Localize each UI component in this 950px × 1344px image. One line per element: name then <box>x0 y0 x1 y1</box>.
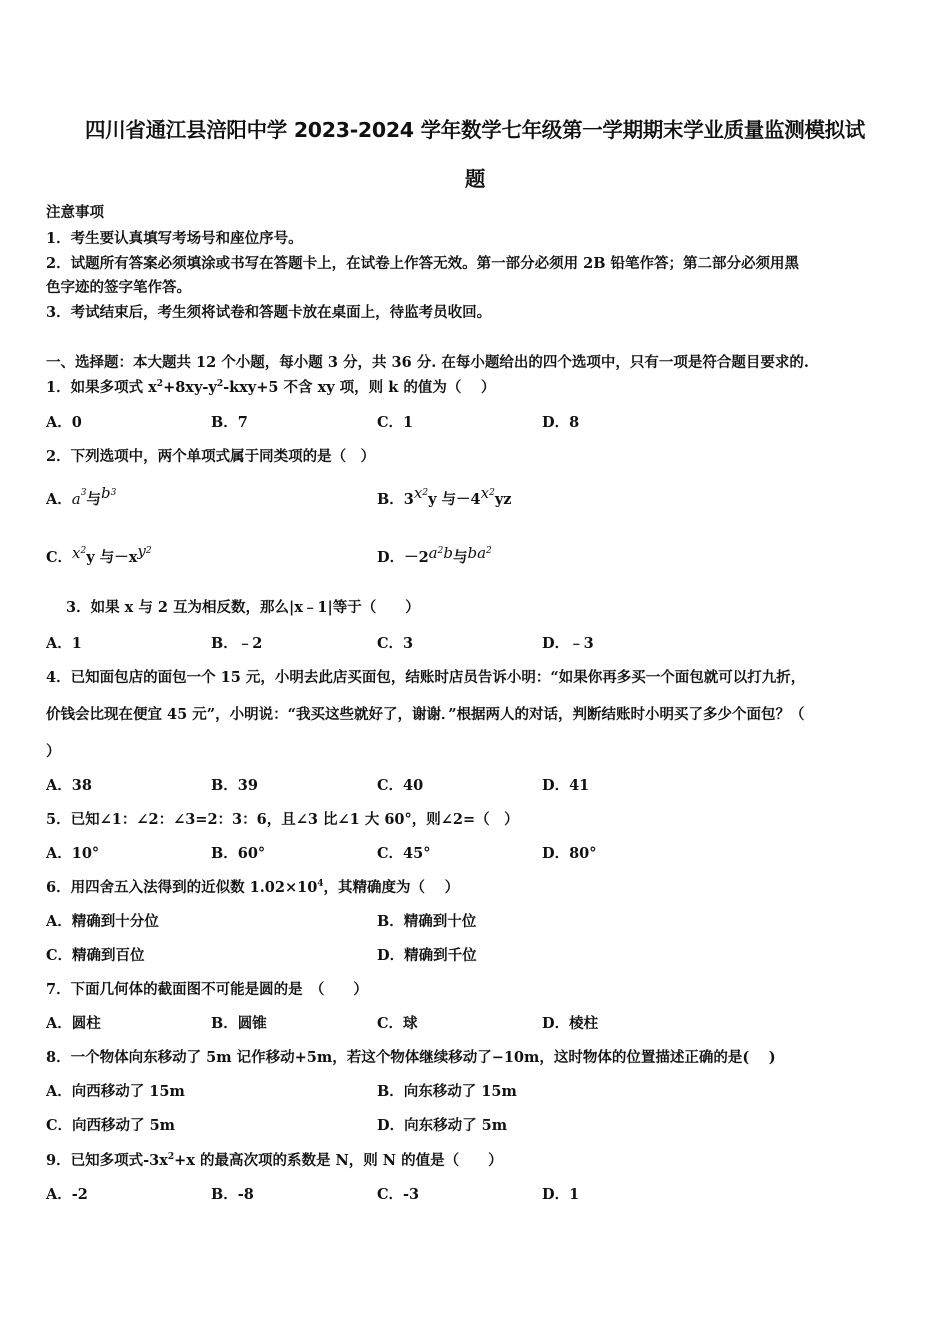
q4-option-a: A．38 <box>46 777 92 794</box>
q8-option-c: C．向西移动了 5m <box>46 1117 176 1134</box>
notice-item-3: 3．考试结束后，考生须将试卷和答题卡放在桌面上，待监考员收回。 <box>46 304 492 321</box>
q6-option-a: A．精确到十分位 <box>46 913 159 930</box>
q2-option-b: B．$3x^2y$ 与$-4x^2yz$ <box>377 484 512 508</box>
exam-title-line1: 四川省通江县涪阳中学 2023-2024 学年数学七年级第一学期期末学业质量监测模拟试 <box>85 118 865 142</box>
q7-option-c: C．球 <box>377 1015 418 1032</box>
q2-option-a: A．$a^3$与$b^3$ <box>46 484 117 508</box>
q8-option-a: A．向西移动了 15m <box>46 1083 185 1100</box>
question-8-stem: 8．一个物体向东移动了 5m 记作移动+5m，若这个物体继续移动了−10m，这时物体的位置描述正确的是( ) <box>46 1049 776 1066</box>
q7-option-d: D．棱柱 <box>542 1015 599 1032</box>
q8-option-d: D．向东移动了 5m <box>377 1117 508 1134</box>
q5-option-b: B．60° <box>211 845 266 862</box>
q5-option-a: A．10° <box>46 845 100 862</box>
question-4-line3: ） <box>46 743 61 760</box>
q2-option-c: C．$x^2y$ 与$-xy^2$ <box>46 542 152 566</box>
q6-option-b: B．精确到十位 <box>377 913 477 930</box>
q6-option-c: C．精确到百位 <box>46 947 145 964</box>
question-2-stem: 2．下列选项中，两个单项式属于同类项的是（ ） <box>46 448 376 465</box>
q3-option-c: C．3 <box>377 635 414 652</box>
question-6-stem: 6．用四舍五入法得到的近似数 $1.02\times 10^4$，其精确度为（ ） <box>46 879 460 896</box>
question-9-stem: 9．已知多项式$-3x^2+x$ 的最高次项的系数是 N，则 N 的值是（ ） <box>46 1152 503 1169</box>
q3-option-d: D．﹣3 <box>542 635 594 652</box>
q5-option-d: D．80° <box>542 845 597 862</box>
q3-option-b: B．﹣2 <box>211 635 263 652</box>
q1-option-d: D．8 <box>542 414 580 431</box>
q1-option-a: A．0 <box>46 414 82 431</box>
q1-option-b: B．7 <box>211 414 248 431</box>
question-7-stem: 7．下面几何体的截面图不可能是圆的是 （ ） <box>46 981 368 998</box>
q9-option-d: D．1 <box>542 1186 580 1203</box>
q9-option-c: C．-3 <box>377 1186 420 1203</box>
section-1-heading: 一、选择题：本大题共 12 个小题，每小题 3 分，共 36 分. 在每小题给出的四个选项中，只有一项是符合题目要求的. <box>46 354 809 371</box>
notice-item-2-cont: 色字迹的签字笔作答。 <box>46 279 191 296</box>
q4-option-c: C．40 <box>377 777 424 794</box>
question-3-stem: 3．如果 x 与 2 互为相反数，那么|x﹣1|等于（ ） <box>66 599 420 616</box>
q6-option-d: D．精确到千位 <box>377 947 477 964</box>
q9-option-b: B．-8 <box>211 1186 254 1203</box>
notice-heading: 注意事项 <box>46 204 104 221</box>
notice-item-2: 2．试题所有答案必须填涂或书写在答题卡上，在试卷上作答无效。第一部分必须用 2B 铅笔作答；第二部分必须用黑 <box>46 255 800 272</box>
question-4-line1: 4．已知面包店的面包一个 15 元，小明去此店买面包，结账时店员告诉小明：“如果你再多买一个面包就可以打九折， <box>46 669 806 686</box>
q1-option-c: C．1 <box>377 414 414 431</box>
q8-option-b: B．向东移动了 15m <box>377 1083 517 1100</box>
q3-option-a: A．1 <box>46 635 82 652</box>
q9-option-a: A．-2 <box>46 1186 88 1203</box>
q4-option-b: B．39 <box>211 777 258 794</box>
q7-option-b: B．圆锥 <box>211 1015 267 1032</box>
q2-option-d: D．$-2a^2b$与$ba^2$ <box>377 544 492 566</box>
question-1-stem: 1．如果多项式 $x^2+8xy-y^2-kxy+5$ 不含 xy 项，则 k 的值为（ ） <box>46 379 496 396</box>
question-4-line2: 价钱会比现在便宜 45 元”，小明说：“我买这些就好了，谢谢．”根据两人的对话，判断结账时小明买了多少个面包？（ <box>46 706 805 723</box>
q4-option-d: D．41 <box>542 777 590 794</box>
q5-option-c: C．45° <box>377 845 431 862</box>
notice-item-1: 1．考生要认真填写考场号和座位序号。 <box>46 230 303 247</box>
exam-title-line2: 题 <box>464 167 486 191</box>
question-5-stem: 5．已知∠1：∠2：∠3=2：3：6，且∠3 比∠1 大 60°，则∠2=（ ） <box>46 811 519 828</box>
q7-option-a: A．圆柱 <box>46 1015 101 1032</box>
